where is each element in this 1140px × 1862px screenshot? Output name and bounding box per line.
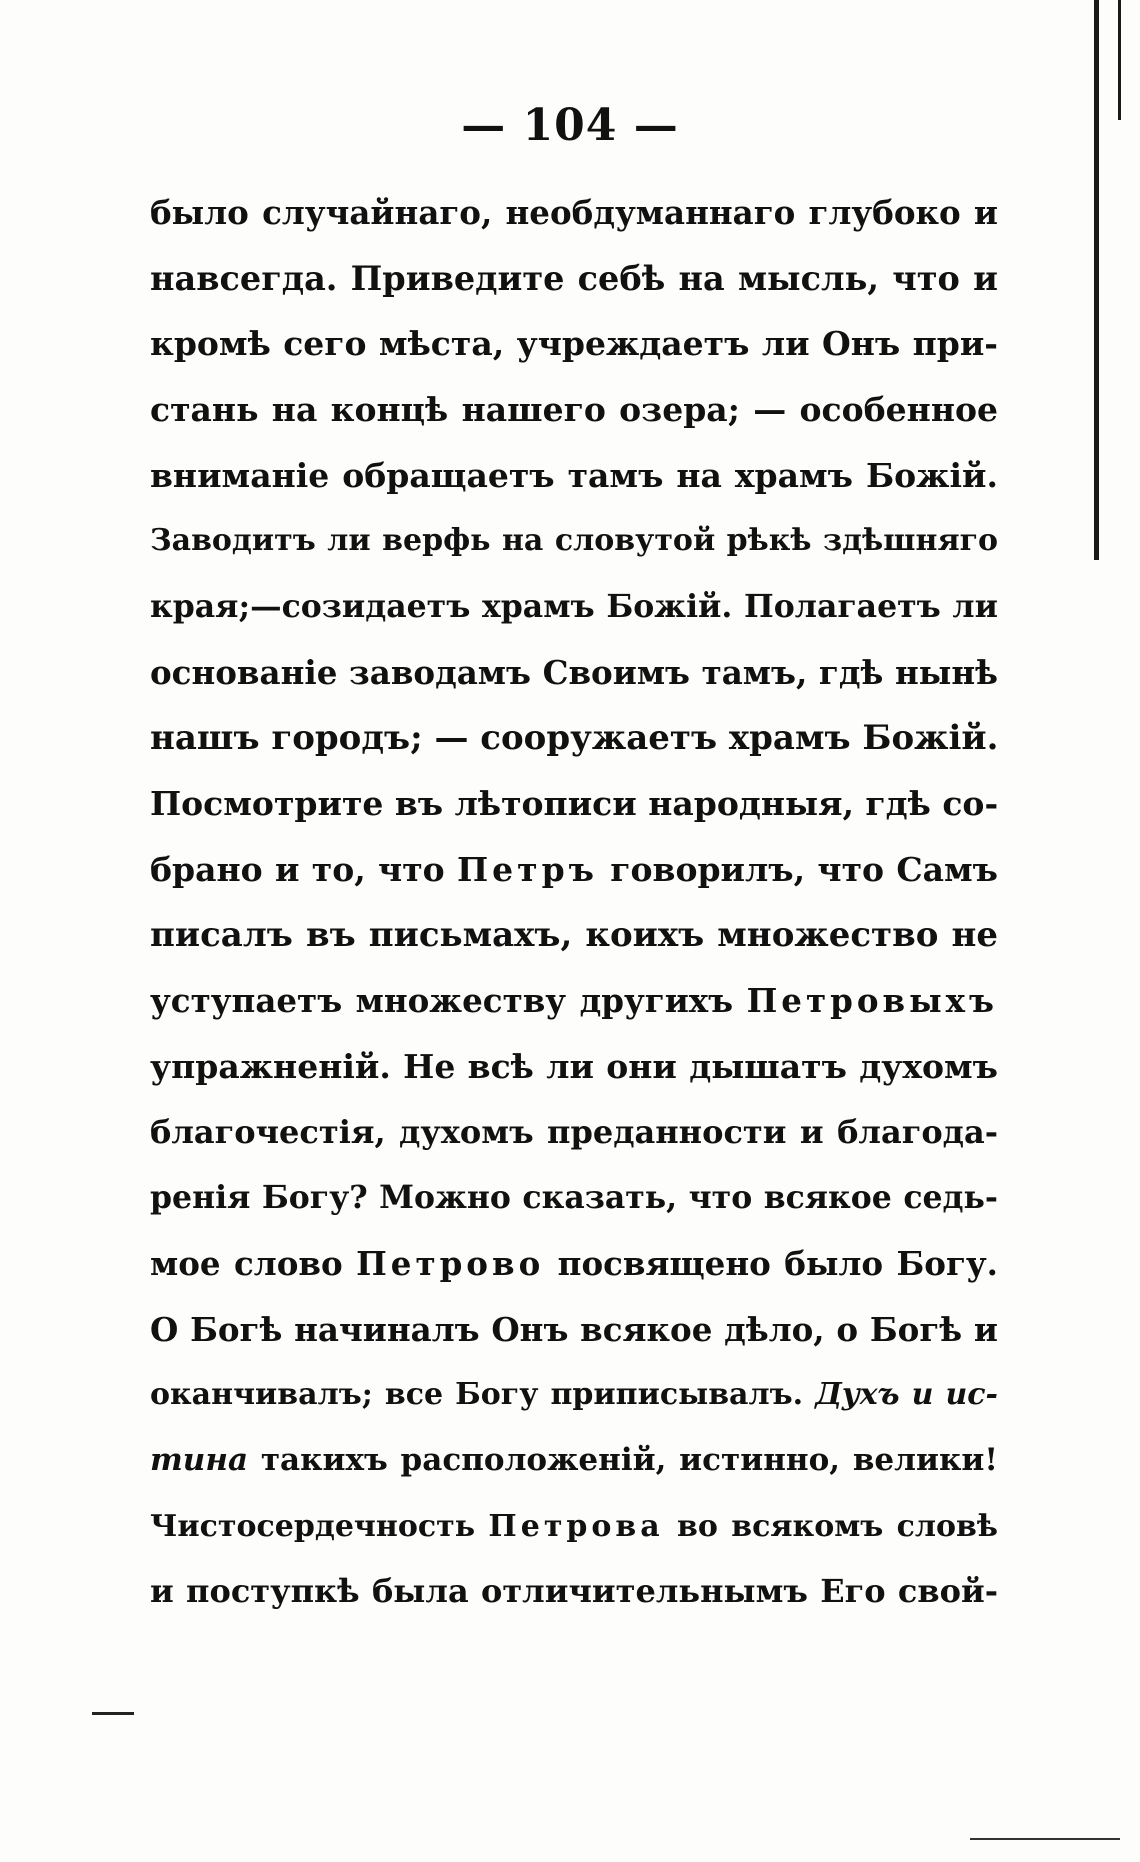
text-line [150, 574, 998, 640]
body-text [150, 180, 998, 1625]
text-segment: благочестія, духомъ преданности и благода- [150, 1112, 998, 1151]
text-line [150, 1559, 998, 1625]
text-line [150, 508, 998, 574]
text-line [150, 706, 998, 772]
text-line [150, 968, 998, 1034]
text-segment: посвящено было Богу. [544, 1244, 998, 1283]
text-segment: упражненій. Не всѣ ли они дышатъ духомъ [150, 1046, 998, 1086]
spaced-name: Петрова [488, 1508, 664, 1544]
text-segment: мое слово [150, 1244, 357, 1283]
text-line [150, 377, 998, 443]
text-segment: Заводитъ ли верфь на словутой рѣкѣ здѣшняго [150, 523, 998, 559]
page-number: — 104 — [461, 100, 679, 151]
text-line [150, 1362, 998, 1428]
text-line [150, 1494, 998, 1560]
text-segment: кромѣ сего мѣста, учреждаетъ ли Онъ при- [150, 324, 998, 364]
text-segment: Чистосердечность [150, 1508, 489, 1544]
text-line [150, 1034, 998, 1100]
text-line [150, 180, 998, 246]
text-segment: ренія Богу? Можно сказать, что всякое седь- [150, 1179, 998, 1217]
text-line [150, 1231, 998, 1297]
text-segment: во всякомъ словѣ [663, 1508, 998, 1544]
text-line [150, 1297, 998, 1363]
text-segment: уступаетъ множеству другихъ [150, 981, 747, 1021]
margin-mark [92, 1712, 134, 1715]
text-segment: основаніе заводамъ Своимъ тамъ, гдѣ нынѣ [150, 652, 998, 692]
text-segment: говорилъ, что Самъ [597, 849, 999, 889]
text-segment: Посмотрите въ лѣтописи народныя, гдѣ со- [150, 784, 999, 824]
text-segment: было случайнаго, необдуманнаго глубоко и [150, 193, 998, 232]
text-segment: оканчивалъ; все Богу приписывалъ. [150, 1377, 816, 1413]
text-line [150, 1100, 998, 1166]
text-line [150, 246, 998, 312]
text-segment: такихъ расположеній, истинно, велики! [248, 1442, 998, 1479]
text-segment: навсегда. Приведите себѣ на мысль, что и [150, 258, 998, 298]
text-segment: нашъ городъ; — сооружаетъ храмъ Божій. [150, 717, 999, 758]
text-line [150, 311, 998, 377]
text-line [150, 903, 998, 969]
text-line [150, 1165, 998, 1231]
text-segment: брано и то, что [150, 849, 457, 889]
text-segment: стань на концѣ нашего озера; — особенное [150, 390, 998, 430]
spaced-name: Петровыхъ [746, 981, 998, 1021]
text-line [150, 1428, 998, 1494]
text-segment: и поступкѣ была отличительнымъ Его свой- [150, 1572, 998, 1611]
spaced-name: Петрово [356, 1244, 545, 1283]
text-line [150, 771, 998, 837]
text-segment: О Богѣ начиналъ Онъ всякое дѣло, о Богѣ и [150, 1309, 998, 1349]
text-segment: писалъ въ письмахъ, коихъ множество не [150, 914, 998, 955]
spaced-name: Петръ [456, 849, 598, 889]
text-segment: вниманіе обращаетъ тамъ на храмъ Божій. [150, 455, 998, 495]
italic-text: Духъ и ис- [815, 1377, 999, 1413]
text-line [150, 837, 998, 903]
bottom-rule [970, 1838, 1120, 1840]
text-line [150, 443, 998, 509]
italic-text: тина [150, 1442, 249, 1479]
page-edge-shadow [1094, 0, 1099, 560]
text-segment: края;—созидаетъ храмъ Божій. Полагаетъ ли [150, 588, 998, 626]
text-line [150, 640, 998, 706]
